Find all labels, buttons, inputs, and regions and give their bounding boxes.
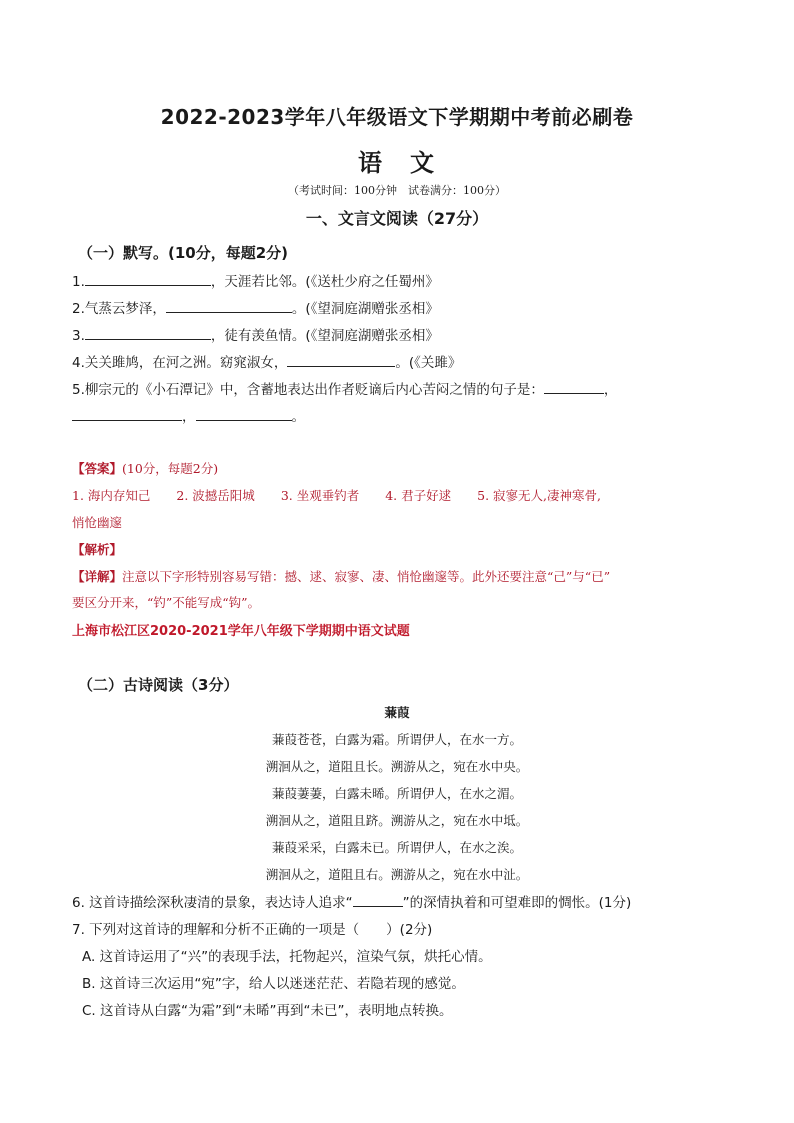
question-6 [72, 891, 631, 911]
answer-continued: 悄怆幽邃 [72, 515, 123, 530]
section-title-classical-reading: 一、文言文阅读（27分） [305, 209, 489, 228]
question-7: 7. 下列对这首诗的理解和分析不正确的一项是（ ）(2分) [72, 922, 433, 938]
exam-info: （考试时间：100分钟 试卷满分：100分） [288, 184, 506, 197]
poem-line: 溯洄从之，道阻且右。溯游从之，宛在水中沚。 [265, 867, 529, 882]
question-text: 5.柳宗元的《小石潭记》中，含蓄地表达出作者贬谪后内心苦闷之情的句子是： [72, 382, 544, 398]
answer-blank[interactable] [166, 298, 292, 313]
poem-line: 溯洄从之，道阻且跻。溯游从之，宛在水中坻。 [265, 813, 529, 828]
poem-line: 溯洄从之，道阻且长。溯游从之，宛在水中央。 [265, 759, 529, 774]
question-1 [72, 270, 439, 290]
answer-blank[interactable] [353, 892, 403, 907]
poem-line: 蒹葭采采，白露未已。所谓伊人，在水之涘。 [271, 840, 522, 855]
question-number: 2. [72, 301, 85, 317]
option-a[interactable]: A. 这首诗运用了“兴”的表现手法，托物起兴，渲染气氛，烘托心情。 [82, 949, 492, 965]
answer-blank[interactable] [85, 325, 211, 340]
poem-line: 蒹葭萋萋，白露未晞。所谓伊人，在水之湄。 [271, 786, 522, 801]
question-text: ，徒有羡鱼情。(《望洞庭湖赠张丞相》 [210, 328, 439, 344]
question-text-suffix: 。(《望洞庭湖赠张丞相》 [291, 301, 439, 317]
question-text: 6. 这首诗描绘深秋凄清的景象，表达诗人追求“ [72, 895, 353, 911]
punctuation: 。 [291, 409, 305, 425]
answer-list [72, 486, 601, 504]
question-text-suffix: ”的深情执着和可望难即的惆怅。(1分) [402, 895, 632, 911]
part2-heading: （二）古诗阅读（3分） [78, 676, 239, 694]
question-3 [72, 324, 439, 344]
answer-blank[interactable] [85, 271, 211, 286]
question-text: 气蒸云梦泽， [84, 301, 166, 317]
answer-item: 3. 坐观垂钓者 [280, 488, 360, 503]
subject-title: 语 文 [358, 149, 436, 177]
analysis-label: 【解析】 [72, 542, 123, 557]
question-4 [72, 351, 461, 371]
answer-blank[interactable] [196, 406, 292, 421]
punctuation: ， [603, 382, 618, 398]
answer-note: (10分，每题2分) [122, 461, 219, 476]
question-text: 4.关关雎鸠，在河之洲。窈窕淑女， [72, 355, 288, 371]
question-text: ，天涯若比邻。(《送杜少府之任蜀州》 [210, 274, 439, 290]
page-title: 2022-2023学年八年级语文下学期期中考前必刷卷 [160, 105, 634, 129]
option-b[interactable]: B. 这首诗三次运用“宛”字，给人以迷迷茫茫、若隐若现的感觉。 [82, 976, 465, 992]
detail-text: 注意以下字形特别容易写错：撼、逑、寂寥、凄、悄怆幽邃等。此外还要注意“己”与“已” [122, 569, 611, 584]
part1-heading: （一）默写。(10分，每题2分) [78, 244, 289, 262]
source-citation: 上海市松江区2020-2021学年八年级下学期期中语文试题 [72, 624, 410, 639]
question-text-suffix: 。(《关雎》 [395, 355, 462, 371]
answer-header [72, 459, 218, 477]
question-5 [72, 378, 617, 398]
poem-line: 蒹葭苍苍，白露为霜。所谓伊人，在水一方。 [271, 732, 522, 747]
answer-blank[interactable] [287, 352, 395, 367]
question-number: 1. [72, 274, 85, 290]
detail-line-2: 要区分开来，“钓”不能写成“钩”。 [72, 595, 261, 610]
punctuation: ， [182, 409, 196, 425]
option-c[interactable]: C. 这首诗从白露“为霜”到“未晞”再到“未已”，表明地点转换。 [82, 1003, 453, 1019]
detail-line-1 [72, 567, 610, 585]
answer-item: 2. 波撼岳阳城 [176, 488, 255, 503]
answer-item: 5. 寂寥无人,凄神寒骨, [477, 488, 601, 503]
answer-item: 4. 君子好逑 [385, 488, 452, 503]
question-5-line2 [72, 405, 305, 425]
answer-item: 1. 海内存知己 [72, 488, 151, 503]
answer-blank[interactable] [544, 379, 604, 394]
detail-label: 【详解】 [72, 569, 123, 584]
answer-blank[interactable] [72, 406, 182, 421]
question-2 [72, 297, 439, 317]
poem-title: 蒹葭 [384, 705, 410, 720]
answer-label: 【答案】 [72, 461, 123, 476]
question-number: 3. [72, 328, 85, 344]
